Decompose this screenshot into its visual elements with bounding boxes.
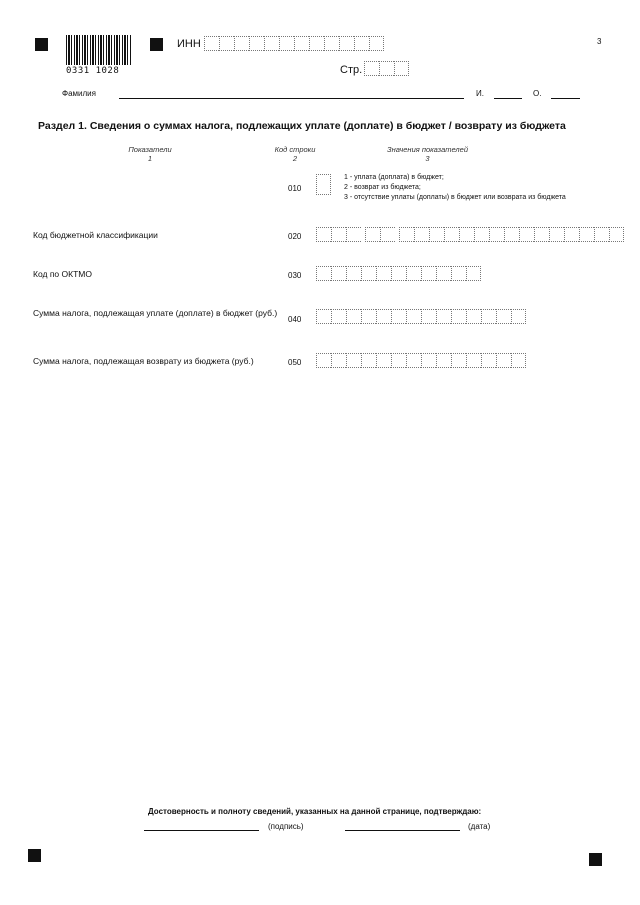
row-030-field[interactable] — [316, 266, 481, 281]
confirmation-text: Достоверность и полноту сведений, указанных на данной странице, подтверждаю: — [148, 807, 482, 816]
corner-marker-bottom-left — [28, 849, 41, 862]
initial-i-label: И. — [476, 89, 484, 98]
signature-caption: (подпись) — [268, 822, 304, 831]
row-050-label: Сумма налога, подлежащая возврату из бюджета (руб.) — [33, 356, 254, 366]
row-030-label: Код по ОКТМО — [33, 269, 92, 279]
date-line[interactable] — [345, 830, 460, 831]
section-title: Раздел 1. Сведения о суммах налога, подлежащих уплате (доплате) в бюджет / возврату из бюджета — [38, 120, 566, 132]
barcode-number: 0331 1028 — [66, 66, 120, 76]
corner-marker-top-left — [35, 38, 48, 51]
signature-line[interactable] — [144, 830, 259, 831]
column-header-values: Значения показателей 3 — [386, 145, 468, 163]
corner-marker-bottom-right — [589, 853, 602, 866]
row-010-code: 010 — [288, 184, 302, 193]
row-040-field[interactable] — [316, 309, 526, 324]
page-number: 3 — [597, 37, 602, 46]
column-header-line-code: Код строки 2 — [274, 145, 316, 163]
row-010-options — [344, 173, 566, 203]
page-field[interactable] — [364, 61, 409, 76]
inn-field[interactable] — [204, 36, 384, 51]
column-header-indicators: Показатели 1 — [128, 145, 172, 163]
initial-i-line[interactable] — [494, 98, 522, 99]
row-010-field[interactable] — [316, 174, 331, 195]
barcode — [66, 35, 132, 65]
surname-label: Фамилия — [62, 89, 96, 98]
inn-label: ИНН — [177, 38, 201, 50]
row-040-label: Сумма налога, подлежащая уплате (доплате) в бюджет (руб.) — [33, 308, 278, 318]
corner-marker-top-middle — [150, 38, 163, 51]
row-050-code: 050 — [288, 358, 302, 367]
initial-o-line[interactable] — [551, 98, 580, 99]
row-050-field[interactable] — [316, 353, 526, 368]
surname-line[interactable] — [119, 98, 464, 99]
row-030-code: 030 — [288, 271, 302, 280]
option-3: 3 - отсутствие уплаты (доплаты) в бюджет или возврата из бюджета — [344, 194, 566, 201]
row-020-code: 020 — [288, 232, 302, 241]
initial-o-label: О. — [533, 89, 542, 98]
row-040-code: 040 — [288, 315, 302, 324]
row-020-field[interactable] — [316, 227, 624, 242]
page-label: Стр. — [340, 64, 363, 76]
date-caption: (дата) — [468, 822, 491, 831]
row-020-label: Код бюджетной классификации — [33, 230, 158, 240]
option-2: 2 - возврат из бюджета; — [344, 184, 421, 191]
option-1: 1 - уплата (доплата) в бюджет; — [344, 174, 444, 181]
